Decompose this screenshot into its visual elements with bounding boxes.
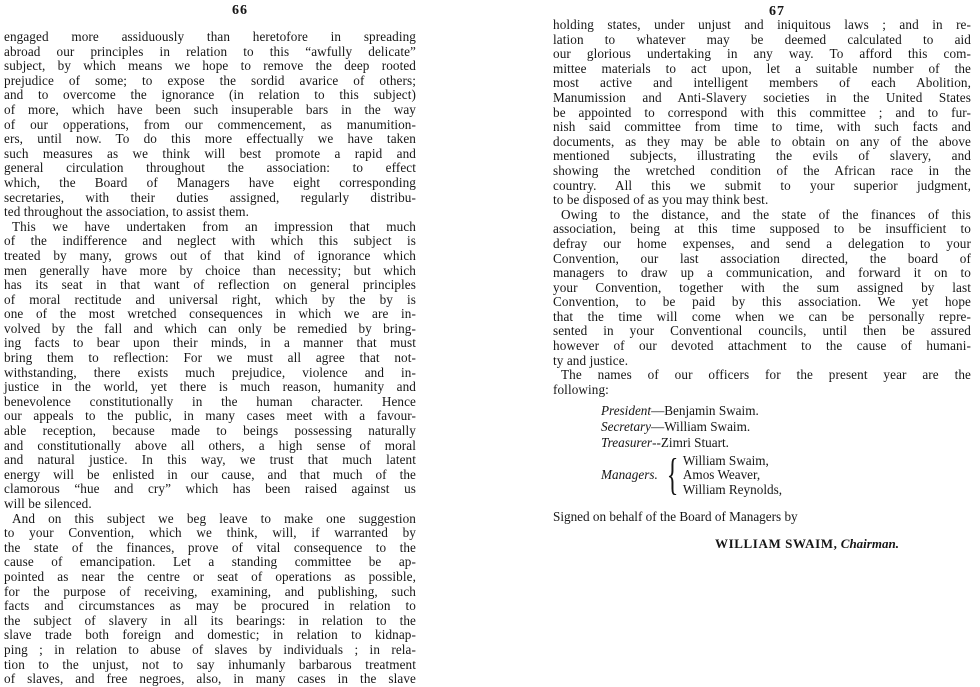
left-page (4, 0, 416, 687)
text-line: bring them to reflection: For we must all agree that not- (4, 350, 416, 366)
text-line: able reception, because made to beings possessing naturally (4, 423, 416, 439)
text-line: facts and circumstances as may be procured in relation to (4, 598, 416, 614)
text-line: to your Convention, which we think, will, if warranted by (4, 525, 416, 541)
manager-name: William Swaim, (682, 452, 769, 468)
text-line: that the time will come when we can be personally repre- (553, 308, 971, 324)
text-line: Convention, our last association directed, the board of (553, 250, 971, 266)
page-number: 67 (769, 4, 785, 19)
text-line: of the indifference and neglect with which this subject is (4, 233, 416, 249)
paragraph-start-line: And on this subject we beg leave to make one suggestion (12, 510, 416, 526)
officer-president (553, 403, 971, 419)
text-line: of slaves, and free negroes, also, in many cases in the slave (4, 671, 416, 687)
paragraph-start-line: Owing to the distance, and the state of the finances of this (561, 206, 971, 222)
text-line: and constitutionally above all others, a high sense of moral (4, 437, 416, 453)
text-line: withstanding, there exists much prejudice, violence and in- (4, 364, 416, 380)
text-line: your Convention, together with the sum assigned by last (553, 279, 971, 295)
right-page (553, 0, 971, 653)
officer-managers (553, 450, 971, 500)
text-line: association, being at this time supposed to be insufficient to (553, 221, 971, 237)
text-line: pointed as near the centre or seat of operations as possible, (4, 568, 416, 584)
signature-name: WILLIAM SWAIM, (715, 536, 838, 552)
text-line: of moral rectitude and universal right, which by the by is (4, 291, 416, 307)
text-line: ted throughout the association, to assist them. (4, 204, 249, 220)
text-line: prejudice of some; to expose the sordid avarice of others; (4, 72, 416, 88)
curly-brace-icon: { (666, 450, 679, 500)
paragraph-start-line: This we have undertaken from an impression that much (12, 218, 416, 234)
text-line: ty and justice. (553, 352, 629, 368)
text-line: treated by many, grows out of that kind of ignorance which (4, 247, 416, 263)
text-line: mentioned subjects, illustrating the evils of slavery, and (553, 148, 971, 164)
text-line: Convention, to be paid by this association. We yet hope (553, 294, 971, 310)
text-line: volved by the fall and which can only be remedied by bring- (4, 320, 416, 336)
right-body-text (553, 18, 971, 397)
text-line: defray our home expenses, and send a delegation to your (553, 235, 971, 251)
text-line: ping ; in relation to abuse of slaves by individuals ; in rela- (4, 641, 416, 657)
text-line: lation to whatever may be deemed calculated to aid (553, 31, 971, 47)
text-line: for the purpose of receiving, examining, and publishing, such (4, 583, 416, 599)
signature-title: Chairman. (840, 536, 899, 552)
officer-role: Secretary (601, 419, 652, 435)
text-line: men generally have more by choice than necessity; but which (4, 262, 416, 278)
text-line: will be silenced. (4, 496, 92, 511)
officer-name: —William Swaim. (651, 419, 751, 435)
manager-name: Amos Weaver, (682, 467, 761, 483)
text-line: our appeals to the public, in many cases meet with a favour- (4, 408, 416, 424)
officer-role: Managers. (601, 467, 658, 483)
text-line: energy will be enlisted in our cause, and that much of the (4, 466, 416, 482)
manager-name: William Reynolds, (682, 481, 783, 497)
text-line: the state of the finances, prove of vital consequence to the (4, 539, 416, 555)
text-line: general circulation throughout the association: to effect (4, 160, 416, 176)
text-line: of our opperations, from our commencement, as manumition- (4, 116, 416, 132)
text-line: mittee materials to act upon, let a suitable number of the (553, 60, 971, 76)
text-line: such measures as we think will best promote a rapid and (4, 145, 416, 161)
text-line: Manumission and Anti-Slavery societies in the United States (553, 89, 971, 105)
officer-name: —Benjamin Swaim. (651, 403, 759, 419)
text-line: however of our devoted attachment to the cause of humani- (553, 338, 971, 354)
officer-role: Treasurer (601, 435, 653, 451)
text-line: managers to draw up a communication, and forward it on to (553, 265, 971, 281)
text-line: ing facts to bear upon their minds, in a manner that must (4, 335, 416, 351)
text-line: tion to the unjust, not to say inhumanly barbarous treatment (4, 656, 416, 672)
text-line: and natural justice. In this way, we trust that much latent (4, 452, 416, 468)
text-line: cause of emancipation. Let a standing committee be ap- (4, 554, 416, 570)
text-line: most active and intelligent members of each Abolition, (553, 75, 971, 91)
page-number: 66 (232, 3, 248, 18)
officer-secretary (553, 419, 971, 435)
text-line: sented in your Conventional councils, until then be assured (553, 323, 971, 339)
text-line: documents, as they may be able to obtain on any of the above (553, 133, 971, 149)
officers-list (553, 403, 971, 500)
text-line: ers, until now. To do this more effectually we have taken (4, 131, 416, 147)
text-line: following: (553, 381, 609, 397)
text-line: be appointed to correspond with this committee ; and to fur- (553, 104, 971, 120)
text-line: nish said committee from time to time, with such facts and (553, 119, 971, 135)
managers-names (683, 454, 782, 498)
text-line: justice in the world, yet there is much reason, humanity and (4, 379, 416, 395)
text-line: to be disposed of as you may think best. (553, 192, 769, 208)
paragraph-start-line: The names of our officers for the present year are the (561, 367, 971, 383)
text-line: our glorious undertaking in any way. To afford this com- (553, 46, 971, 62)
signature (553, 536, 971, 551)
officer-name: --Zimri Stuart. (652, 435, 729, 451)
text-line: clamorous “hue and cry” which has been raised against us (4, 481, 416, 497)
left-body-text (4, 30, 416, 687)
text-line: and to overcome the ignorance (in relation to this subject) (4, 87, 416, 103)
text-line: country. All this we submit to your superior judgment, (553, 177, 971, 193)
text-line: subject, by which means we hope to remove the deep rooted (4, 58, 416, 74)
text-line: has its seat in that want of reflection on general principles (4, 277, 416, 293)
text-line: of more, which have been such insuperable bars in the way (4, 101, 416, 117)
text-line: one of the most wretched consequences in which we are in- (4, 306, 416, 322)
text-line: slave trade both foreign and domestic; in relation to kidnap- (4, 627, 416, 643)
text-line: engaged more assiduously than heretofore in spreading (4, 29, 416, 44)
officer-treasurer (553, 435, 971, 451)
text-line: which, the Board of Managers have eight corresponding (4, 174, 416, 190)
text-line: benevolence constitutionally in the human character. Hence (4, 393, 416, 409)
text-line: showing the wretched condition of the African race in the (553, 162, 971, 178)
text-line: abroad our principles in relation to this “awfully delicate” (4, 43, 416, 59)
text-line: the subject of slavery in all its bearings: in relation to the (4, 612, 416, 628)
signed-on-behalf: Signed on behalf of the Board of Managers by (553, 509, 798, 525)
officer-role: President (601, 403, 652, 419)
text-line: holding states, under unjust and iniquitous laws ; and in re- (553, 17, 971, 32)
text-line: secretaries, with their duties assigned, regularly distribu- (4, 189, 416, 205)
